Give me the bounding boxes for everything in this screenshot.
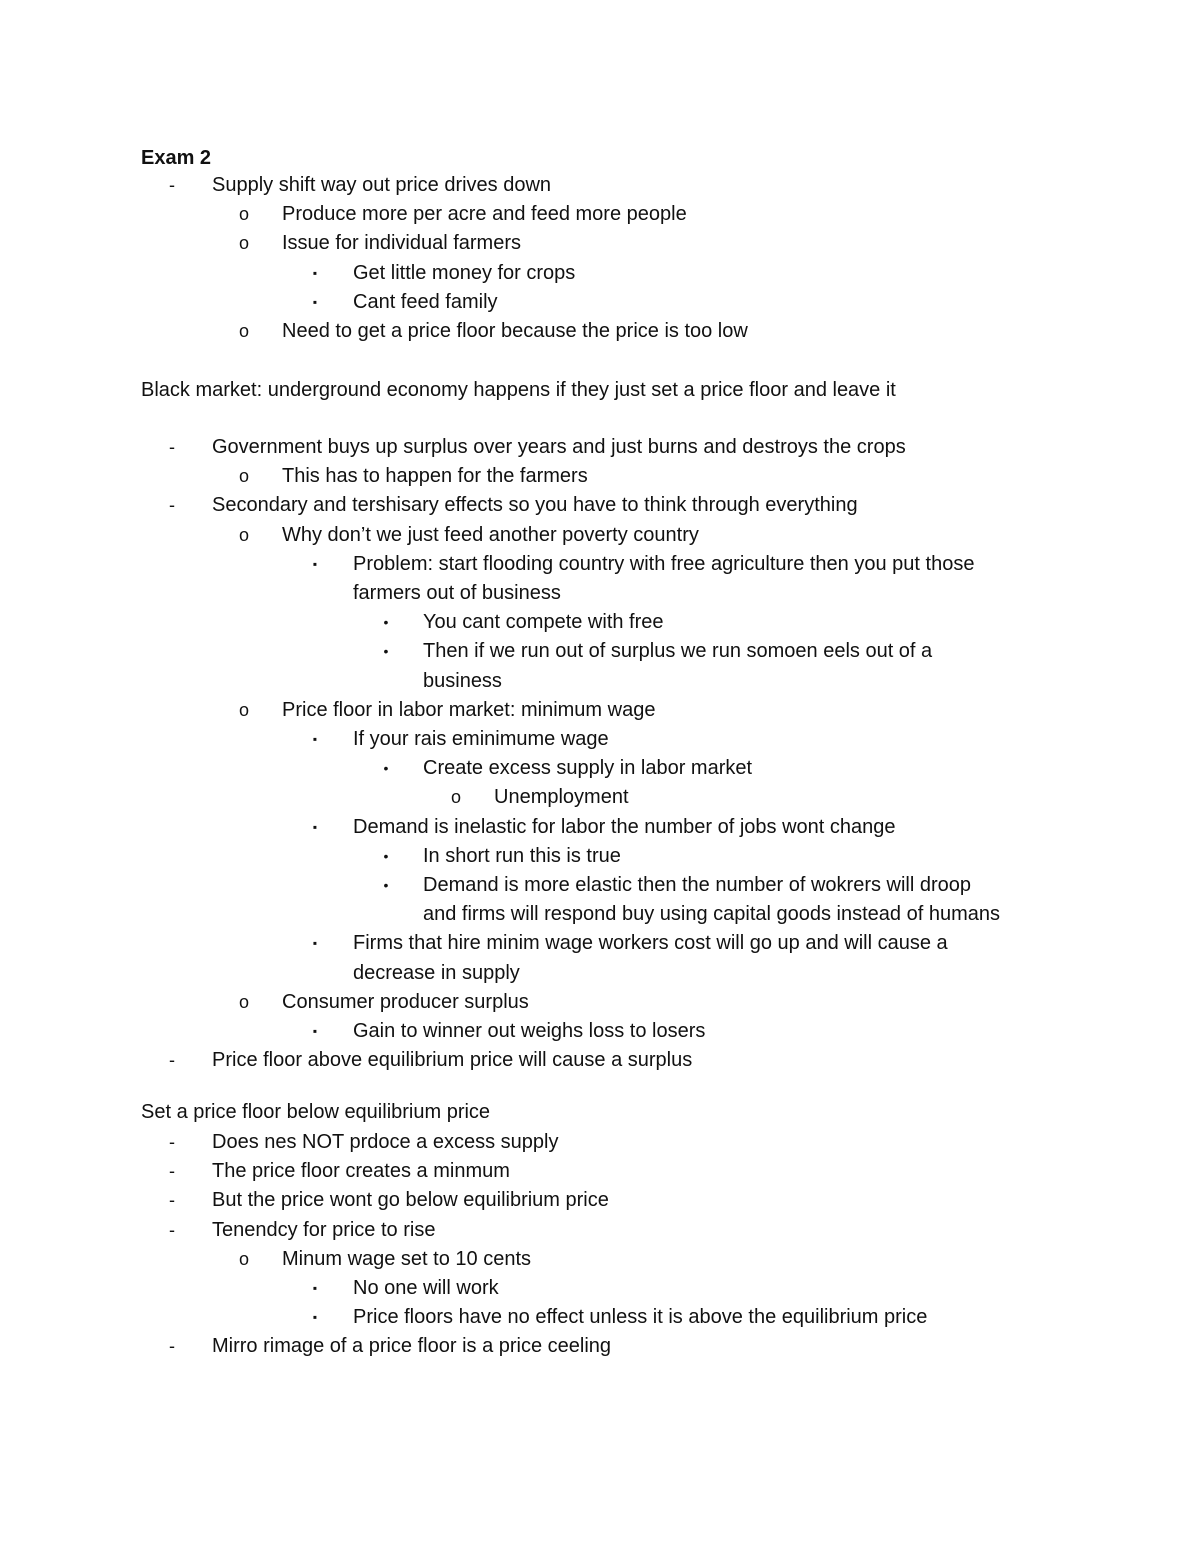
bullet-marker: o [450, 787, 461, 808]
bullet-marker: - [169, 1219, 175, 1240]
bullet-marker: - [169, 495, 175, 516]
bullet-marker: ▪ [312, 556, 318, 571]
list-item-text: Price floors have no effect unless it is above the equilibrium price [353, 1306, 928, 1329]
list-item-continuation: and firms will respond buy using capital goods instead of humans [423, 903, 1000, 926]
list-item-text: Need to get a price floor because the price is too low [282, 320, 748, 342]
bullet-marker: ▪ [312, 1310, 318, 1325]
list-item-text: Unemployment [494, 786, 629, 809]
bullet-marker: • [383, 877, 389, 893]
bullet-marker: o [238, 204, 249, 225]
list-item-text: You cant compete with free [423, 611, 664, 634]
list-item-text: Get little money for crops [353, 261, 576, 284]
bullet-marker: ▪ [312, 936, 318, 951]
list-item-text: Cant feed family [353, 290, 498, 313]
list-item-text: Problem: start flooding country with free agriculture then you put those [353, 552, 975, 575]
list-item-text: Consumer producer surplus [282, 990, 529, 1013]
list-item-text: Mirro rimage of a price floor is a price ceeling [212, 1335, 612, 1358]
bullet-marker: ▪ [312, 265, 318, 280]
bullet-marker: - [169, 1132, 175, 1152]
bullet-marker: • [383, 643, 389, 660]
list-item-text: In short run this is true [423, 844, 621, 867]
bullet-marker: • [383, 760, 389, 777]
list-item-text: Gain to winner out weighs loss to losers [353, 1020, 706, 1042]
section-heading: Black market: underground economy happens if they just set a price floor and leave it [141, 379, 896, 401]
section-heading: Set a price floor below equilibrium price [141, 1101, 491, 1123]
list-item-text: Produce more per acre and feed more people [282, 203, 687, 226]
bullet-marker: - [169, 1050, 175, 1071]
bullet-marker: • [383, 847, 389, 864]
bullet-marker: o [238, 1248, 249, 1269]
list-item-text: Price floor above equilibrium price will cause a surplus [212, 1049, 693, 1072]
list-item-text: Secondary and tershisary effects so you have to think through everything [212, 494, 858, 517]
document-title: Exam 2 [141, 147, 212, 169]
list-item-text: Does nes NOT prdoce a excess supply [212, 1131, 559, 1153]
list-item-text: Government buys up surplus over years and just burns and destroys the crops [212, 436, 906, 458]
bullet-marker: o [238, 524, 249, 545]
bullet-marker: - [169, 1161, 175, 1182]
bullet-marker: o [238, 991, 249, 1012]
bullet-marker: ▪ [312, 294, 318, 309]
list-item-continuation: farmers out of business [353, 582, 561, 604]
bullet-marker: - [169, 175, 175, 195]
list-item-text: Tenendcy for price to rise [212, 1218, 436, 1241]
list-item-text: Why don’t we just feed another poverty country [282, 523, 699, 546]
list-item-text: Minum wage set to 10 cents [282, 1247, 532, 1270]
bullet-marker: • [383, 614, 389, 631]
list-item-text: Firms that hire minim wage workers cost will go up and will cause a [353, 932, 948, 955]
bullet-marker: ▪ [312, 1281, 318, 1295]
list-item-text: But the price wont go below equilibrium price [212, 1189, 609, 1212]
list-item-text: Create excess supply in labor market [423, 757, 753, 780]
list-item-text: Issue for individual farmers [282, 232, 521, 255]
bullet-marker: ▪ [312, 1024, 318, 1038]
bullet-marker: o [238, 699, 249, 720]
list-item-text: Supply shift way out price drives down [212, 174, 552, 196]
list-item-text: Price floor in labor market: minimum wage [282, 698, 656, 721]
list-item-continuation: decrease in supply [353, 961, 520, 984]
bullet-marker: o [238, 233, 249, 254]
bullet-marker: o [238, 321, 249, 341]
bullet-marker: - [169, 437, 175, 457]
list-item-text: If your rais eminimume wage [353, 728, 609, 750]
bullet-marker: o [238, 466, 249, 487]
list-item-continuation: business [423, 669, 502, 692]
bullet-marker: - [169, 1190, 175, 1211]
list-item-text: Then if we run out of surplus we run somoen eels out of a [423, 640, 933, 663]
list-item-text: No one will work [353, 1277, 499, 1299]
list-item-text: Demand is inelastic for labor the number of jobs wont change [353, 815, 896, 838]
bullet-marker: - [169, 1336, 175, 1357]
bullet-marker: ▪ [312, 732, 318, 746]
list-item-text: Demand is more elastic then the number of wokrers will droop [423, 874, 972, 896]
list-item-text: The price floor creates a minmum [212, 1160, 510, 1183]
list-item-text: This has to happen for the farmers [282, 465, 588, 488]
bullet-marker: ▪ [312, 819, 318, 834]
